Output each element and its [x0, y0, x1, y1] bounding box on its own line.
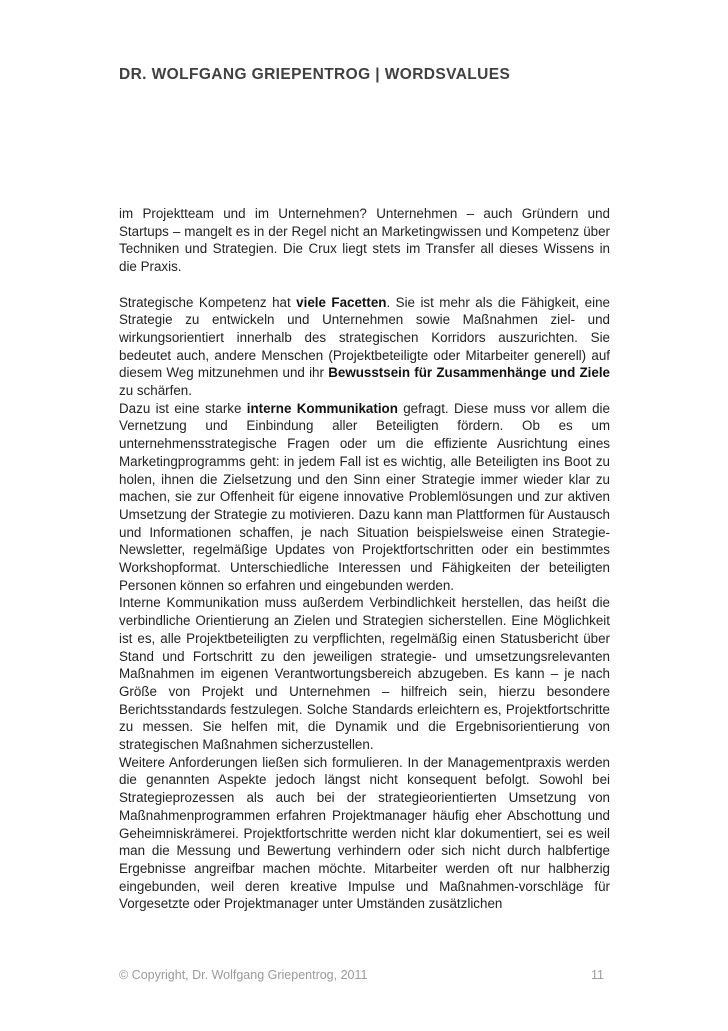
page-header	[119, 66, 614, 84]
page-footer	[119, 968, 610, 982]
paragraph-3-bold-kommunikation: interne Kommunikation	[246, 400, 398, 416]
body-text	[119, 205, 610, 913]
paragraph-2-bold-facetten: viele Facetten	[296, 294, 387, 310]
paragraph-2-text-c: . Sie ist mehr als die Fähigkeit, eine Strategie zu entwickeln und Unternehmen sowie Maßnahmen ziel- und wirkungsorientiert innerhalb des strategischen Korridors auszurichten. Sie bedeutet auch, andere Menschen (Projektbeteiligte oder Mitarbeiter generell) auf diesem Weg mitzunehmen und ihr	[119, 294, 610, 381]
page-number: 11	[591, 968, 604, 982]
paragraph-2-bold-bewusstsein: Bewusstsein für Zusammenhänge und Ziele	[328, 365, 610, 381]
paragraph-3-text-a: Dazu ist eine starke	[119, 400, 247, 416]
paragraph-2-text-a: Strategische Kompetenz hat	[119, 294, 297, 310]
paragraph-2-text-e: zu schärfen.	[119, 383, 192, 399]
paragraph-3-text-c: gefragt. Diese muss vor allem die Vernetzung und Einbindung aller Beteiligten fördern. Ob es um unternehmensstrategische Fragen oder um die effiziente Ausrichtung eines Marketingprogramms geht: in jedem Fall ist es wichtig, alle Beteiligten ins Boot zu holen, ihnen die Zielsetzung und den Sinn einer Strategie immer wieder klar zu machen, sie zur Offenheit für eigene innovative Problemlösungen und zur aktiven Umsetzung der Strategie zu motivieren. Dazu kann man Plattformen für Austausch und Informationen schaffen, je nach Situation beispielsweise einen Strategie-Newsletter, regelmäßige Updates von Projektfortschritten oder ein bestimmtes Workshopformat. Unterschiedliche Interessen und Fähigkeiten der beteiligten Personen können so erfahren und eingebunden werden.	[119, 400, 610, 593]
paragraph-4: Interne Kommunikation muss außerdem Verbindlichkeit herstellen, das heißt die verbindliche Orientierung an Zielen und Strategien sicherstellen. Eine Möglichkeit ist es, alle Projektbeteiligten zu verpflichten, regelmäßig einen Statusbericht über Stand und Fortschritt zu den jeweiligen strategie- und umsetzungsrelevanten Maßnahmen im eigenen Verantwortungsbereich abzugeben. Es kann – je nach Größe von Projekt und Unternehmen – hilfreich sein, hierzu besondere Berichtsstandards festzulegen. Solche Standards erleichtern es, Projektfortschritte zu messen. Sie helfen mit, die Dynamik und die Ergebnisorientierung von strategischen Maßnahmen sicherzustellen.	[119, 595, 610, 753]
paragraph-3	[119, 400, 610, 595]
paragraph-5: Weitere Anforderungen ließen sich formulieren. In der Managementpraxis werden die genannten Aspekte jedoch längst nicht konsequent befolgt. Sowohl bei Strategieprozessen als auch bei der strategieorientierten Umsetzung von Maßnahmenprogrammen erfahren Projektmanager häufig eher Abschottung und Geheimniskrämerei. Projektfortschritte werden nicht klar dokumentiert, sei es weil man die Messung und Bewertung verhindern oder sich nicht durch halbfertige Ergebnisse angreifbar machen möchte. Mitarbeiter werden oft nur halbherzig eingebunden, weil deren kreative Impulse und Maßnahmen-vorschläge für Vorgesetzte oder Projektmanager unter Umständen zusätzlichen	[119, 754, 610, 912]
paragraph-2	[119, 294, 610, 400]
copyright-text: © Copyright, Dr. Wolfgang Griepentrog, 2011	[119, 968, 368, 982]
header-title: DR. WOLFGANG GRIEPENTROG | WORDSVALUES	[119, 66, 511, 83]
paragraph-1: im Projektteam und im Unternehmen? Unternehmen – auch Gründern und Startups – mangelt es in der Regel nicht an Marketingwissen und Kompetenz über Techniken und Strategien. Die Crux liegt stets im Transfer all dieses Wissens in die Praxis.	[119, 206, 610, 275]
